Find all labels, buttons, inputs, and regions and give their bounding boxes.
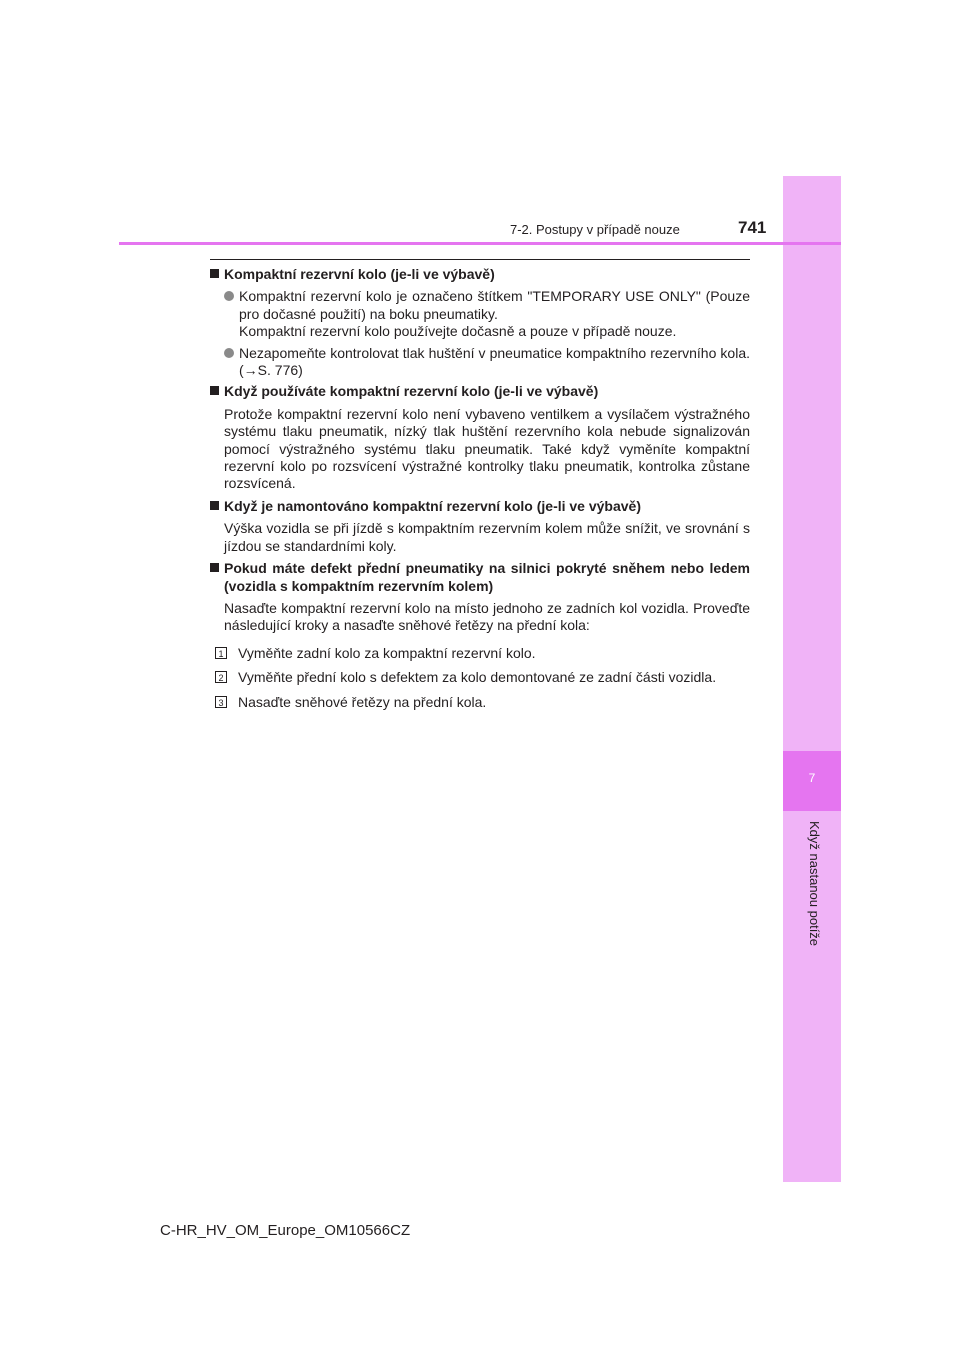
section-heading: Když je namontováno kompaktní rezervní kolo (je-li ve výbavě) — [210, 498, 750, 515]
header-divider — [119, 242, 841, 245]
list-item: Kompaktní rezervní kolo je označeno štítkem "TEMPORARY USE ONLY" (Pouze pro dočasné použití) na boku pneumatiky. Kompaktní rezervní kolo používejte dočasně a pouze v případě nouze. — [224, 288, 750, 340]
step-number-box: 2 — [215, 671, 227, 683]
page-number: 741 — [738, 218, 767, 237]
content-top-rule — [210, 259, 750, 260]
circle-bullet-icon — [224, 291, 234, 301]
square-bullet-icon — [210, 269, 219, 278]
step-item: 3 Nasaďte sněhové řetězy na přední kola. — [215, 694, 750, 711]
section-body: Výška vozidla se při jízdě s kompaktním rezervním kolem může snížit, ve srovnání s jízdou se standardními koly. — [224, 520, 750, 554]
square-bullet-icon — [210, 386, 219, 395]
chapter-tab-active — [783, 751, 841, 811]
chapter-number: 7 — [808, 771, 816, 785]
list-item: Nezapomeňte kontrolovat tlak huštění v pneumatice kompaktního rezervního kola. (→S. 776) — [224, 345, 750, 380]
step-item: 1 Vyměňte zadní kolo za kompaktní rezervní kolo. — [215, 645, 750, 662]
chapter-title: Když nastanou potíže — [807, 821, 822, 947]
header-section-title: 7-2. Postupy v případě nouze — [510, 222, 680, 237]
step-number-box: 1 — [215, 647, 227, 659]
section-body: Protože kompaktní rezervní kolo není vybaveno ventilkem a vysílačem výstražného systému tlaku pneumatik, nízký tlak huštění rezervního kola nebude signalizován pomocí výstražného systému tlaku pneumatik. Také když vyměníte kompaktní rezervní kolo po rozsvícení výstražné kontrolky tlaku pneumatik, kontrolka zůstane rozsvícená. — [224, 405, 750, 492]
section-heading: Pokud máte defekt přední pneumatiky na silnici pokryté sněhem nebo ledem (vozidla s kompaktním rezervním kolem) — [210, 560, 750, 595]
square-bullet-icon — [210, 501, 219, 510]
circle-bullet-icon — [224, 348, 234, 358]
section-heading: Když používáte kompaktní rezervní kolo (je-li ve výbavě) — [210, 383, 750, 400]
square-bullet-icon — [210, 563, 219, 572]
step-item: 2 Vyměňte přední kolo s defektem za kolo demontované ze zadní části vozidla. — [215, 669, 750, 686]
chapter-side-tab — [783, 176, 841, 1182]
page-content — [210, 266, 750, 718]
section-heading: Kompaktní rezervní kolo (je-li ve výbavě) — [210, 266, 750, 283]
document-footer: C-HR_HV_OM_Europe_OM10566CZ — [160, 1222, 411, 1239]
step-number-box: 3 — [215, 696, 227, 708]
section-body: Nasaďte kompaktní rezervní kolo na místo jednoho ze zadních kol vozidla. Proveďte následující kroky a nasaďte sněhové řetězy na přední kola: — [224, 599, 750, 634]
